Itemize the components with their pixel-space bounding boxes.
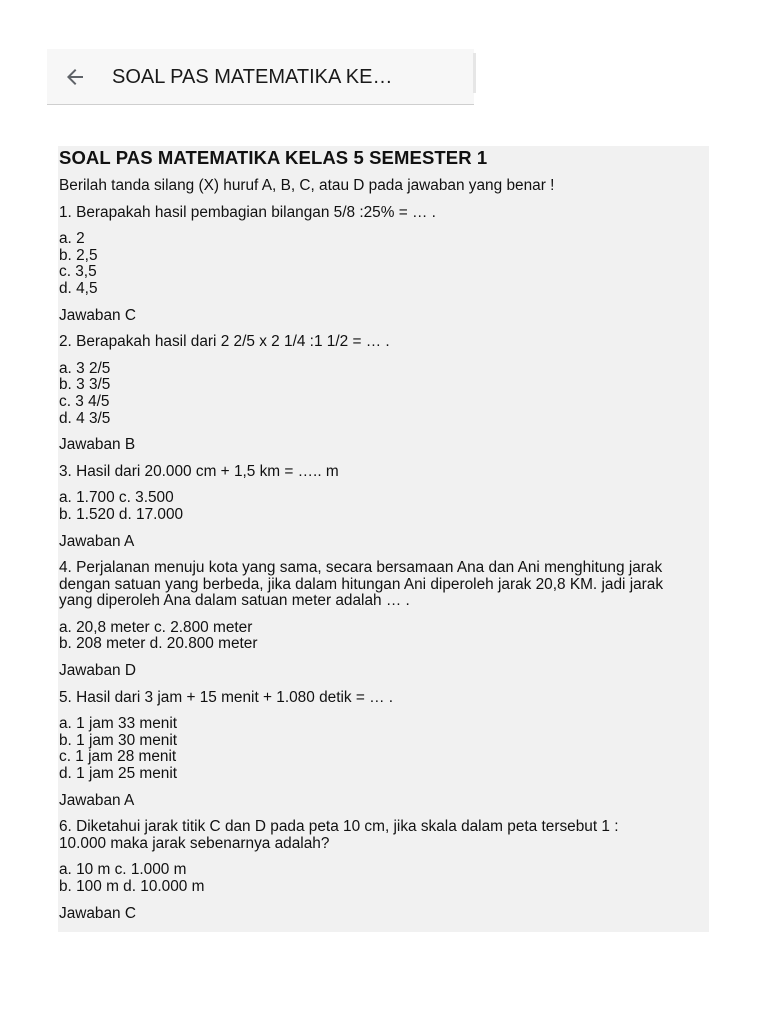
question-5-options [59, 716, 709, 782]
option: c. 3,5 [59, 263, 97, 281]
question-2: 2. Berapakah hasil dari 2 2/5 x 2 1/4 :1 1/2 = … . [59, 333, 390, 351]
question-5: 5. Hasil dari 3 jam + 15 menit + 1.080 detik = … . [59, 688, 394, 706]
instruction-text: Berilah tanda silang (X) huruf A, B, C, atau D pada jawaban yang benar ! [59, 177, 555, 194]
question-4-options [59, 620, 709, 653]
question-3: 3. Hasil dari 20.000 cm + 1,5 km = ….. m [59, 462, 339, 480]
option: b. 100 m d. 10.000 m [59, 878, 205, 895]
option: b. 208 meter d. 20.800 meter [59, 635, 258, 653]
arrow-left-icon [63, 65, 87, 89]
question-line: 4. Perjalanan menuju kota yang sama, secara bersamaan Ana dan Ani menghitung jarak [59, 559, 663, 577]
option: d. 1 jam 25 menit [59, 765, 178, 783]
option: a. 10 m c. 1.000 m [59, 861, 187, 879]
option: a. 20,8 meter c. 2.800 meter [59, 618, 253, 636]
document-content [58, 146, 709, 932]
answer-3: Jawaban A [59, 532, 135, 550]
option: b. 2,5 [59, 246, 98, 264]
question-6 [59, 819, 709, 852]
option: b. 3 3/5 [59, 376, 111, 394]
answer-2: Jawaban B [59, 436, 136, 454]
question-1-options [59, 231, 709, 297]
top-app-bar [47, 49, 474, 105]
question-line: 6. Diketahui jarak titik C dan D pada peta 10 cm, jika skala dalam peta tersebut 1 : [59, 818, 619, 836]
question-2-options [59, 361, 709, 427]
option: a. 3 2/5 [59, 359, 111, 377]
question-3-options [59, 490, 709, 523]
option: a. 1.700 c. 3.500 [59, 489, 174, 507]
answer-5: Jawaban A [59, 791, 135, 809]
answer-6: Jawaban C [59, 904, 136, 922]
option: d. 4 3/5 [59, 409, 111, 427]
option: a. 1 jam 33 menit [59, 715, 178, 733]
option: b. 1.520 d. 17.000 [59, 505, 184, 523]
page-title: SOAL PAS MATEMATIKA KE… [112, 66, 393, 88]
question-line: dengan satuan yang berbeda, jika dalam hitungan Ani diperoleh jarak 20,8 KM. jadi jarak [59, 575, 664, 593]
question-line: 10.000 maka jarak sebenarnya adalah? [59, 834, 330, 852]
answer-4: Jawaban D [59, 662, 136, 680]
question-1: 1. Berapakah hasil pembagian bilangan 5/8 :25% = … . [59, 203, 436, 221]
option: c. 1 jam 28 menit [59, 748, 177, 766]
option: b. 1 jam 30 menit [59, 731, 178, 749]
answer-1: Jawaban C [59, 306, 136, 324]
option: c. 3 4/5 [59, 392, 110, 410]
question-4 [59, 560, 709, 610]
document-title: SOAL PAS MATEMATIKA KELAS 5 SEMESTER 1 [59, 147, 488, 168]
option: d. 4,5 [59, 279, 98, 297]
question-line: yang diperoleh Ana dalam satuan meter adalah … . [59, 592, 410, 610]
option: a. 2 [59, 230, 85, 248]
question-6-options [59, 862, 709, 895]
topbar-shadow-edge [473, 53, 476, 93]
back-button[interactable] [63, 65, 87, 89]
